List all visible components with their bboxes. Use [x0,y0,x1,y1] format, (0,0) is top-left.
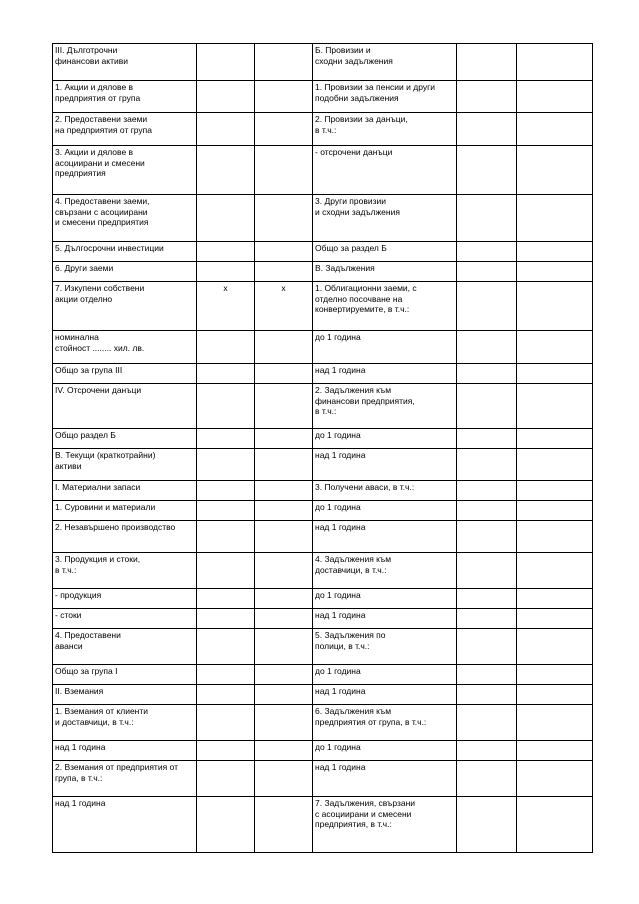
row-left-value-2 [255,665,313,685]
row-right-value-1 [457,481,517,501]
table-row [53,501,593,521]
table-row [53,761,593,797]
row-left-value-1 [197,44,255,81]
row-right-label: 3. Получени аваси, в т.ч.: [313,481,457,501]
row-left-label: 5. Дългосрочни инвестиции [53,242,197,262]
row-left-value-2 [255,429,313,449]
row-right-value-2 [517,44,593,81]
row-left-value-2 [255,553,313,589]
row-left-value-1 [197,501,255,521]
table-row [53,609,593,629]
row-right-value-1 [457,589,517,609]
row-left-value-2 [255,609,313,629]
row-right-value-1 [457,449,517,481]
row-right-value-2 [517,364,593,384]
row-left-label: 7. Изкупени собствени акции отделно [53,282,197,331]
table-row [53,429,593,449]
row-right-label: 6. Задължения към предприятия от група, в т.ч.: [313,705,457,741]
row-left-value-1 [197,146,255,195]
row-left-label: Общо за група I [53,665,197,685]
row-right-label: до 1 година [313,429,457,449]
row-right-value-1 [457,553,517,589]
row-left-value-2 [255,81,313,113]
row-left-value-2 [255,521,313,553]
row-right-value-2 [517,705,593,741]
row-right-value-1 [457,705,517,741]
row-right-value-1 [457,501,517,521]
table-row [53,242,593,262]
row-left-value-2 [255,195,313,242]
row-left-label: 2. Вземания от предприятия от група, в т.ч.: [53,761,197,797]
row-right-label: 1. Провизии за пенсии и други подобни задължения [313,81,457,113]
row-right-value-1 [457,384,517,429]
row-left-label: 4. Предоставени заеми, свързани с асоциирани и смесени предприятия [53,195,197,242]
row-right-value-1 [457,685,517,705]
row-left-label: 2. Предоставени заеми на предприятия от група [53,113,197,146]
row-left-value-1: x [197,282,255,331]
row-right-value-2 [517,685,593,705]
row-left-value-2 [255,331,313,364]
row-left-value-1 [197,761,255,797]
table-row [53,741,593,761]
table-row [53,665,593,685]
row-right-value-1 [457,741,517,761]
row-right-value-1 [457,81,517,113]
row-right-label: 7. Задължения, свързани с асоциирани и смесени предприятия, в т.ч.: [313,797,457,853]
row-right-label: до 1 година [313,501,457,521]
row-right-value-2 [517,429,593,449]
row-right-label: - отсрочени данъци [313,146,457,195]
table-row [53,589,593,609]
row-right-value-2 [517,242,593,262]
row-right-value-1 [457,242,517,262]
row-left-label: - стоки [53,609,197,629]
row-right-label: над 1 година [313,761,457,797]
row-right-value-2 [517,195,593,242]
row-left-value-1 [197,741,255,761]
table-row [53,384,593,429]
row-right-value-2 [517,81,593,113]
row-left-value-1 [197,481,255,501]
row-left-value-2 [255,589,313,609]
row-right-value-1 [457,629,517,665]
row-right-label: 4. Задължения към доставчици, в т.ч.: [313,553,457,589]
row-left-value-1 [197,553,255,589]
row-right-label: до 1 година [313,331,457,364]
row-right-value-2 [517,609,593,629]
row-left-label: В. Текущи (краткотрайни) активи [53,449,197,481]
row-right-value-2 [517,589,593,609]
row-right-value-2 [517,665,593,685]
row-left-value-1 [197,429,255,449]
row-right-value-1 [457,665,517,685]
row-left-value-2 [255,761,313,797]
row-left-value-2 [255,262,313,282]
row-left-value-2 [255,629,313,665]
row-left-value-1 [197,797,255,853]
row-right-value-1 [457,44,517,81]
row-right-label: над 1 година [313,364,457,384]
row-right-label: над 1 година [313,609,457,629]
row-right-label: Общо за раздел Б [313,242,457,262]
row-left-value-2 [255,146,313,195]
row-left-label: 6. Други заеми [53,262,197,282]
table-row [53,449,593,481]
row-right-value-2 [517,501,593,521]
row-left-label: Общо раздел Б [53,429,197,449]
row-left-value-1 [197,589,255,609]
table-row [53,44,593,81]
row-right-label: 5. Задължения по полици, в т.ч.: [313,629,457,665]
balance-sheet-table [52,43,593,853]
row-right-label: 3. Други провизии и сходни задължения [313,195,457,242]
row-left-label: 3. Продукция и стоки, в т.ч.: [53,553,197,589]
row-left-label: 4. Предоставени аванси [53,629,197,665]
table-row [53,195,593,242]
row-left-value-1 [197,449,255,481]
row-right-value-1 [457,195,517,242]
row-left-value-1 [197,331,255,364]
row-left-label: 1. Вземания от клиенти и доставчици, в т.ч.: [53,705,197,741]
row-right-value-1 [457,262,517,282]
row-left-label: II. Вземания [53,685,197,705]
row-right-value-1 [457,521,517,553]
row-right-label: 2. Задължения към финансови предприятия, в т.ч.: [313,384,457,429]
table-row [53,282,593,331]
row-right-value-1 [457,364,517,384]
row-left-value-2: x [255,282,313,331]
row-left-value-2 [255,113,313,146]
row-left-value-1 [197,195,255,242]
table-row [53,521,593,553]
table-row [53,364,593,384]
row-left-label: - продукция [53,589,197,609]
row-left-value-1 [197,705,255,741]
row-right-value-2 [517,282,593,331]
table-row [53,553,593,589]
row-right-value-2 [517,553,593,589]
row-right-value-1 [457,282,517,331]
row-right-value-1 [457,609,517,629]
row-right-value-2 [517,384,593,429]
row-left-value-1 [197,81,255,113]
row-right-value-1 [457,331,517,364]
row-right-label: В. Задължения [313,262,457,282]
row-left-value-1 [197,384,255,429]
row-left-value-1 [197,629,255,665]
row-right-value-2 [517,331,593,364]
row-left-value-2 [255,44,313,81]
table-row [53,113,593,146]
row-left-label: над 1 година [53,741,197,761]
row-right-value-1 [457,761,517,797]
row-left-value-2 [255,797,313,853]
row-right-value-2 [517,797,593,853]
row-right-label: над 1 година [313,449,457,481]
row-left-value-1 [197,521,255,553]
balance-sheet-body [53,44,593,853]
table-row [53,685,593,705]
row-left-value-2 [255,364,313,384]
row-left-value-2 [255,481,313,501]
row-left-label: III. Дълготрочни финансови активи [53,44,197,81]
row-left-value-2 [255,741,313,761]
row-left-label: над 1 година [53,797,197,853]
row-left-value-2 [255,384,313,429]
table-row [53,797,593,853]
row-right-label: 2. Провизии за данъци, в т.ч.: [313,113,457,146]
row-right-value-2 [517,481,593,501]
row-right-value-1 [457,113,517,146]
row-left-label: 3. Акции и дялове в асоциирани и смесени предприятия [53,146,197,195]
row-left-label: I. Материални запаси [53,481,197,501]
row-left-value-2 [255,449,313,481]
row-left-value-2 [255,501,313,521]
row-left-value-1 [197,685,255,705]
row-right-label: до 1 година [313,665,457,685]
row-right-value-1 [457,146,517,195]
row-right-value-2 [517,761,593,797]
row-right-value-2 [517,113,593,146]
row-left-value-2 [255,685,313,705]
row-right-label: над 1 година [313,521,457,553]
row-right-label: 1. Облигационни заеми, с отделно посочване на конвертируемите, в т.ч.: [313,282,457,331]
row-left-label: 1. Суровини и материали [53,501,197,521]
row-left-value-2 [255,705,313,741]
table-row [53,81,593,113]
row-left-label: Общо за група III [53,364,197,384]
row-left-value-2 [255,242,313,262]
row-left-value-1 [197,665,255,685]
row-right-value-2 [517,741,593,761]
table-row [53,146,593,195]
row-left-label: 1. Акции и дялове в предприятия от група [53,81,197,113]
row-left-value-1 [197,242,255,262]
table-row [53,705,593,741]
row-left-value-1 [197,364,255,384]
row-left-label: IV. Отсрочени данъци [53,384,197,429]
row-right-value-1 [457,429,517,449]
table-row [53,481,593,501]
row-right-label: над 1 година [313,685,457,705]
row-right-value-2 [517,146,593,195]
row-right-value-1 [457,797,517,853]
row-right-label: Б. Провизии и сходни задължения [313,44,457,81]
row-right-value-2 [517,521,593,553]
table-row [53,629,593,665]
table-row [53,331,593,364]
row-left-value-1 [197,113,255,146]
table-row [53,262,593,282]
row-right-label: до 1 година [313,589,457,609]
row-left-value-1 [197,609,255,629]
row-right-value-2 [517,262,593,282]
row-right-value-2 [517,449,593,481]
row-right-label: до 1 година [313,741,457,761]
row-right-value-2 [517,629,593,665]
row-left-label: 2. Незавършено производство [53,521,197,553]
row-left-label: номинална стойност ........ хил. лв. [53,331,197,364]
row-left-value-1 [197,262,255,282]
